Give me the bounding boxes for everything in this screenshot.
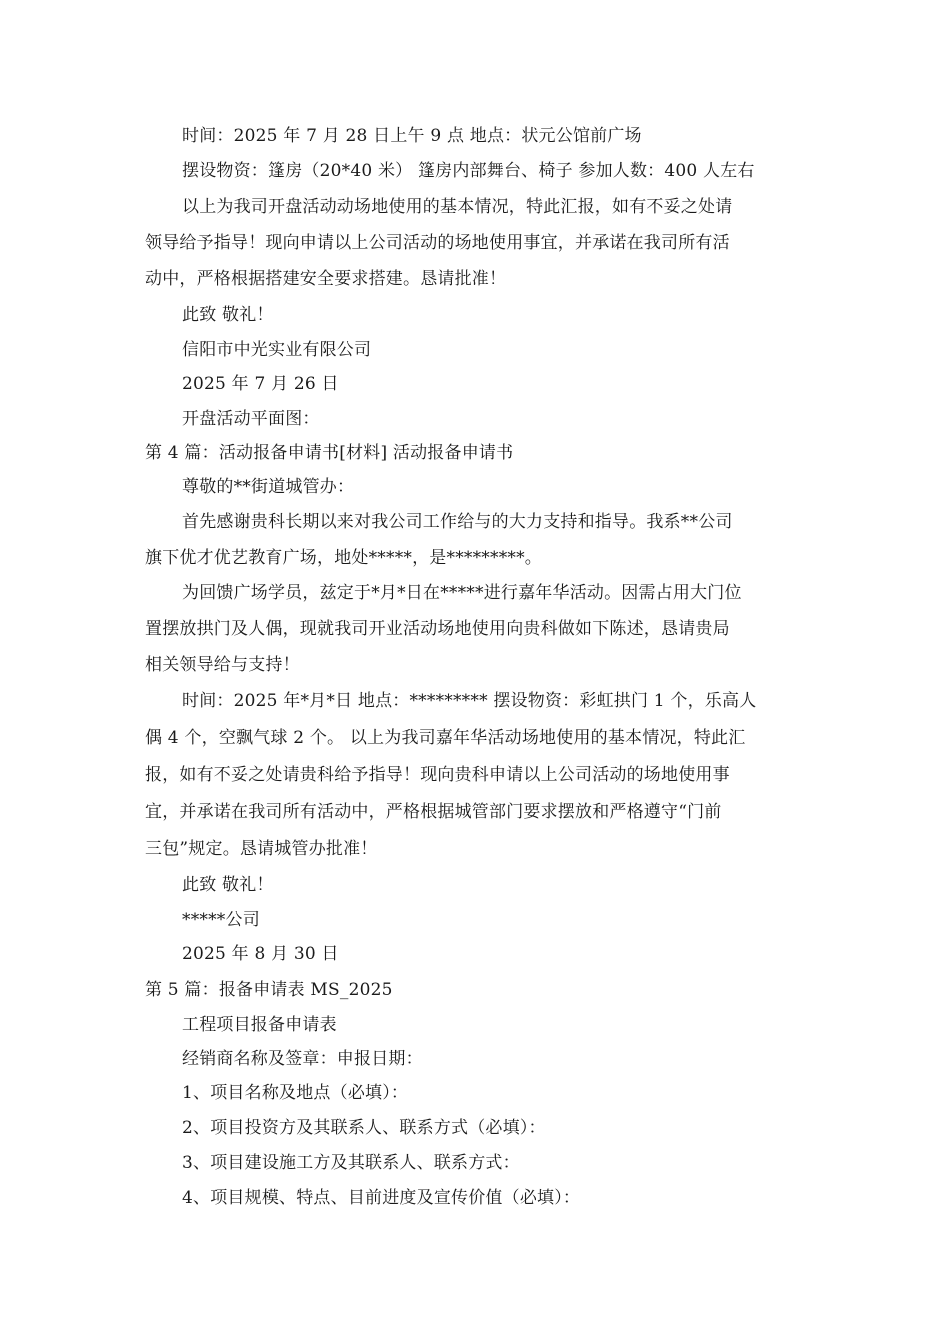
text-line: 时间：2025 年 7 月 28 日上午 9 点 地点：状元公馆前广场 — [182, 126, 642, 146]
text-line: 置摆放拱门及人偶，现就我司开业活动场地使用向贵科做如下陈述，恳请贵局 — [145, 619, 730, 639]
text-line: 2025 年 8 月 30 日 — [182, 944, 339, 964]
text-line: 信阳市中光实业有限公司 — [182, 340, 372, 360]
text-line: *****公司 — [182, 910, 260, 930]
list-item: 3、项目建设施工方及其联系人、联系方式： — [182, 1153, 520, 1173]
text-line: 领导给予指导！现向申请以上公司活动的场地使用事宜，并承诺在我司所有活 — [145, 233, 730, 253]
text-line: 经销商名称及签章：申报日期： — [182, 1049, 423, 1069]
list-item: 4、项目规模、特点、目前进度及宣传价值（必填）： — [182, 1188, 581, 1208]
list-item: 2、项目投资方及其联系人、联系方式（必填）： — [182, 1118, 546, 1138]
text-line: 三包”规定。恳请城管办批准！ — [145, 839, 378, 859]
text-line: 时间：2025 年*月*日 地点：********* 摆设物资：彩虹拱门 1 个，乐高人 — [182, 691, 757, 711]
text-line: 偶 4 个，空飘气球 2 个。 以上为我司嘉年华活动场地使用的基本情况，特此汇 — [145, 728, 746, 748]
text-line: 工程项目报备申请表 — [182, 1015, 337, 1035]
text-line: 旗下优才优艺教育广场，地处*****，是*********。 — [145, 548, 542, 568]
text-line: 为回馈广场学员，兹定于*月*日在*****进行嘉年华活动。因需占用大门位 — [182, 583, 742, 603]
text-line: 2025 年 7 月 26 日 — [182, 374, 339, 394]
text-line: 报，如有不妥之处请贵科给予指导！现向贵科申请以上公司活动的场地使用事 — [145, 765, 730, 785]
text-line: 相关领导给与支持！ — [145, 655, 300, 675]
list-item: 1、项目名称及地点（必填）： — [182, 1083, 409, 1103]
text-line: 宜，并承诺在我司所有活动中，严格根据城管部门要求摆放和严格遵守“门前 — [145, 802, 722, 822]
text-line: 此致 敬礼！ — [182, 875, 274, 895]
text-line: 此致 敬礼！ — [182, 305, 274, 325]
section-heading: 第 4 篇：活动报备申请书[材料] 活动报备申请书 — [145, 443, 514, 463]
section-heading: 第 5 篇：报备申请表 MS_2025 — [145, 980, 393, 1000]
text-line: 首先感谢贵科长期以来对我公司工作给与的大力支持和指导。我系**公司 — [182, 512, 733, 532]
text-line: 尊敬的**街道城管办： — [182, 477, 355, 497]
text-line: 开盘活动平面图： — [182, 409, 320, 429]
text-line: 动中，严格根据搭建安全要求搭建。恳请批准！ — [145, 269, 507, 289]
text-line: 以上为我司开盘活动动场地使用的基本情况，特此汇报，如有不妥之处请 — [182, 197, 733, 217]
text-line: 摆设物资：篷房（20*40 米） 篷房内部舞台、椅子 参加人数：400 人左右 — [182, 161, 755, 181]
